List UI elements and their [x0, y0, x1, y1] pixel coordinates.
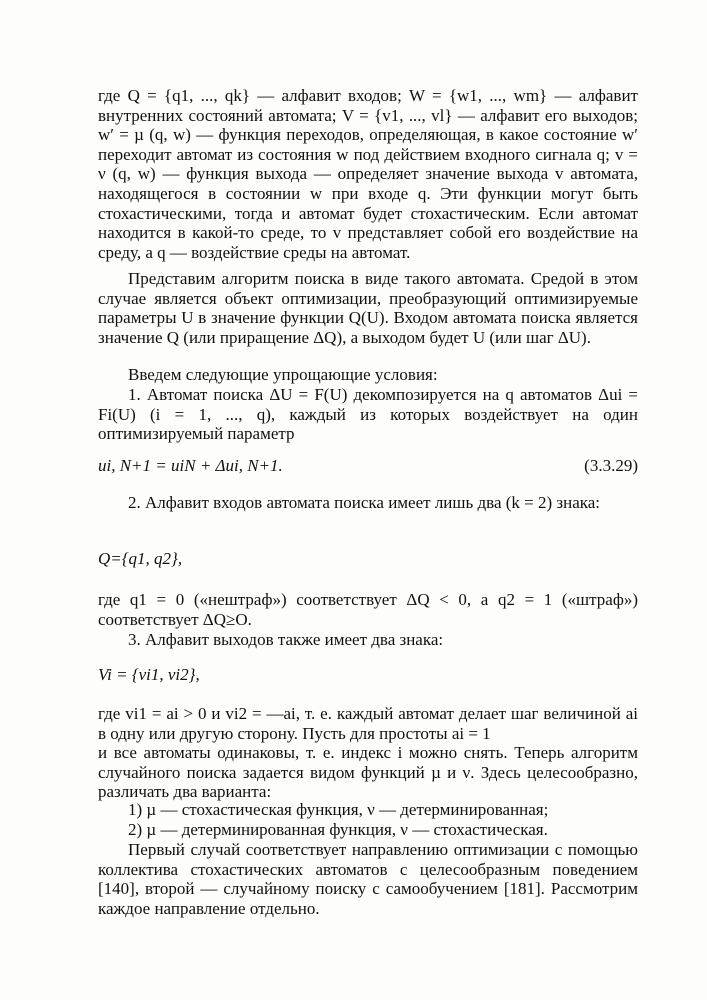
paragraph-condition-2 [98, 493, 638, 513]
paragraph-condition-1 [98, 385, 638, 444]
text: Введем следующие упрощающие условия: [128, 365, 438, 384]
paragraph-conclusion [98, 840, 638, 918]
equation-text: Q={q1, q2}, [98, 549, 183, 568]
paragraph-identical-automata [98, 743, 638, 802]
equation-text: Vi = {vi1, vi2}, [98, 665, 200, 684]
paragraph-search-automaton [98, 269, 638, 347]
text: где vi1 = ai > 0 и vi2 = —ai, т. е. каждый автомат делает шаг величиной ai в одну или другую сторону. Пусть для простоты ai = 1 [98, 704, 638, 743]
paragraph-penalty [98, 590, 638, 629]
list-item-1 [98, 800, 638, 820]
text: и все автоматы одинаковы, т. е. индекс i можно снять. Теперь алгоритм случайного поиска задается видом функций µ и ν. Здесь целесообразно, различать два варианта: [98, 743, 638, 802]
equation-v-alphabet [98, 665, 638, 685]
text: где q1 = 0 («нештраф») соответствует ΔQ < 0, а q2 = 1 («штраф») соответствует ΔQ≥O. [98, 590, 638, 629]
paragraph-condition-3 [98, 630, 638, 650]
equation-q-alphabet [98, 549, 638, 569]
text: где Q = {q1, ..., qk} — алфавит входов; W = {w1, ..., wm} — алфавит внутренних состояний автомата; V = {v1, ..., vl} — алфавит его выходов; w′ = µ (q, w) — функция переходов, определяющая, в какое состояние w′ переходит автомат из состояния w под действием входного сигнала q; v = ν (q, w) — функция выхода — определяет значение выхода v автомата, находящегося в состоянии w при входе q. Эти функции могут быть стохастическими, тогда и автомат будет стохастическим. Если автомат находится в какой-то среде, то v представляет собой его воздействие на среду, а q — воздействие среды на автомат. [98, 86, 638, 262]
text: 2) µ — детерминированная функция, ν — стохастическая. [128, 820, 548, 839]
list-item-2 [98, 820, 638, 840]
equation-3-3-29 [98, 456, 638, 476]
paragraph-step-size [98, 704, 638, 743]
paragraph-automaton-definition [98, 86, 638, 262]
text: 2. Алфавит входов автомата поиска имеет лишь два (k = 2) знака: [128, 493, 601, 512]
text: 3. Алфавит выходов также имеет два знака: [128, 630, 444, 649]
text: Первый случай соответствует направлению оптимизации с помощью коллектива стохастических автоматов с целесообразным поведением [140], второй — случайному поиску с самообучением [181]. Рассмотрим каждое направление отдельно. [98, 840, 638, 918]
equation-number: (3.3.29) [584, 456, 638, 475]
text: Представим алгоритм поиска в виде такого автомата. Средой в этом случае является объект оптимизации, преобразующий оптимизируемые параметры U в значение функции Q(U). Входом автомата поиска является значение Q (или приращение ΔQ), а выходом будет U (или шаг ΔU). [98, 269, 638, 347]
text: 1. Автомат поиска ΔU = F(U) декомпозируется на q автоматов Δui = Fi(U) (i = 1, ..., q), каждый из которых воздействует на один оптимизируемый параметр [98, 385, 638, 444]
text: 1) µ — стохастическая функция, ν — детерминированная; [128, 800, 549, 819]
equation-text: ui, N+1 = uiN + Δui, N+1. [98, 456, 283, 475]
paragraph-conditions-intro [98, 365, 638, 385]
